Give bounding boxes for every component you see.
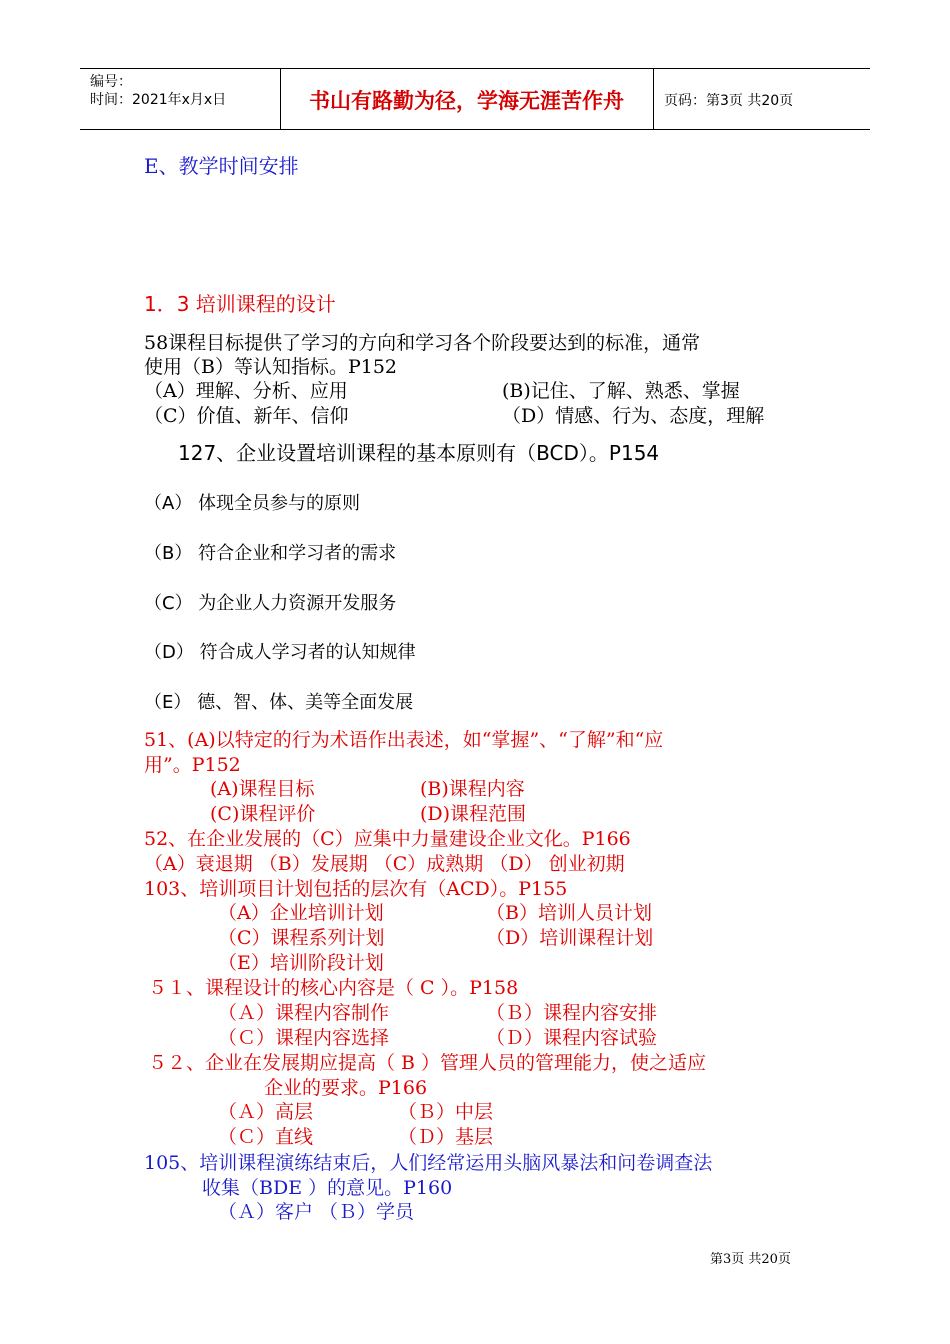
q52b-option-c: （Ｃ）直线	[218, 1126, 314, 1148]
q52-stem: 52、在企业发展的（C）应集中力量建设企业文化。P166	[144, 828, 631, 850]
q105-stem-1: 105、培训课程演练结束后，人们经常运用头脑风暴法和问卷调查法	[144, 1152, 713, 1174]
q51b-option-c: （Ｃ）课程内容选择	[218, 1027, 390, 1049]
q127-option-d: （D） 符合成人学习者的认知规律	[144, 642, 416, 663]
q127-option-c: （C） 为企业人力资源开发服务	[144, 593, 397, 614]
q103-option-b: （B）培训人员计划	[486, 902, 652, 924]
q51b-stem: ５１、课程设计的核心内容是（ C ）。P158	[148, 977, 519, 999]
q52b-option-d: （Ｄ）基层	[398, 1126, 494, 1148]
header-page-cell	[654, 69, 870, 129]
q51-stem-2: 用”。P152	[144, 754, 241, 776]
q58-option-c: （C）价值、新年、信仰	[144, 405, 349, 427]
q58-option-b: (B)记住、了解、熟悉、掌握	[502, 380, 740, 402]
q127-option-b: （B） 符合企业和学习者的需求	[144, 543, 397, 564]
q127-option-a: （A） 体现全员参与的原则	[144, 493, 361, 514]
q127-option-e: （E） 德、智、体、美等全面发展	[144, 692, 414, 713]
q127-stem: 127、企业设置培训课程的基本原则有（BCD）。P154	[178, 441, 660, 465]
q105-options: （Ａ）客户 （Ｂ）学员	[218, 1201, 415, 1223]
q103-option-e: （E）培训阶段计划	[218, 952, 384, 974]
q58-stem-2: 使用（B）等认知指标。P152	[144, 356, 398, 378]
q103-option-a: （A）企业培训计划	[218, 902, 384, 924]
q52b-option-a: （Ａ）高层	[218, 1101, 314, 1123]
q51-stem-1: 51、(A)以特定的行为术语作出表述，如“掌握”、“了解”和“应	[144, 729, 664, 751]
q58-option-d: （D）情感、行为、态度，理解	[502, 405, 765, 427]
q52b-option-b: （Ｂ）中层	[398, 1101, 494, 1123]
q103-stem: 103、培训项目计划包括的层次有（ACD）。P155	[144, 878, 568, 900]
serial-label: 编号：	[90, 74, 132, 90]
q51-option-b: (B)课程内容	[420, 778, 525, 800]
q103-option-c: （C）课程系列计划	[218, 927, 385, 949]
page-number: 页码：第3页 共20页	[664, 93, 794, 109]
q105-stem-2: 收集（BDE ）的意见。P160	[202, 1177, 453, 1199]
q52-options: （A）衰退期 （B）发展期 （C）成熟期 （D） 创业初期	[144, 853, 625, 875]
page-footer: 第3页 共20页	[710, 1252, 791, 1267]
q58-option-a: （A）理解、分析、应用	[144, 380, 348, 402]
section-heading: 1．3 培训课程的设计	[144, 292, 336, 316]
q52b-stem-1: ５２、企业在发展期应提高（ B ）管理人员的管理能力，使之适应	[148, 1052, 707, 1074]
motto-text: 书山有路勤为径，学海无涯苦作舟	[309, 89, 624, 113]
q51-option-a: (A)课程目标	[210, 778, 315, 800]
q58-stem-1: 58课程目标提供了学习的方向和学习各个阶段要达到的标准，通常	[144, 332, 701, 354]
page-header	[80, 68, 870, 130]
q51b-option-a: （Ａ）课程内容制作	[218, 1002, 390, 1024]
q51b-option-b: （Ｂ）课程内容安排	[486, 1002, 658, 1024]
item-e-teaching-time: E、教学时间安排	[144, 154, 299, 178]
q51-option-d: (D)课程范围	[420, 803, 527, 825]
header-info-cell	[80, 69, 281, 129]
q103-option-d: （D）培训课程计划	[486, 927, 654, 949]
q51b-option-d: （Ｄ）课程内容试验	[486, 1027, 658, 1049]
q51-option-c: (C)课程评价	[210, 803, 316, 825]
time-label: 时间：2021年x月x日	[90, 92, 227, 108]
header-motto-cell	[280, 69, 654, 129]
q52b-stem-2: 企业的要求。P166	[264, 1077, 428, 1099]
